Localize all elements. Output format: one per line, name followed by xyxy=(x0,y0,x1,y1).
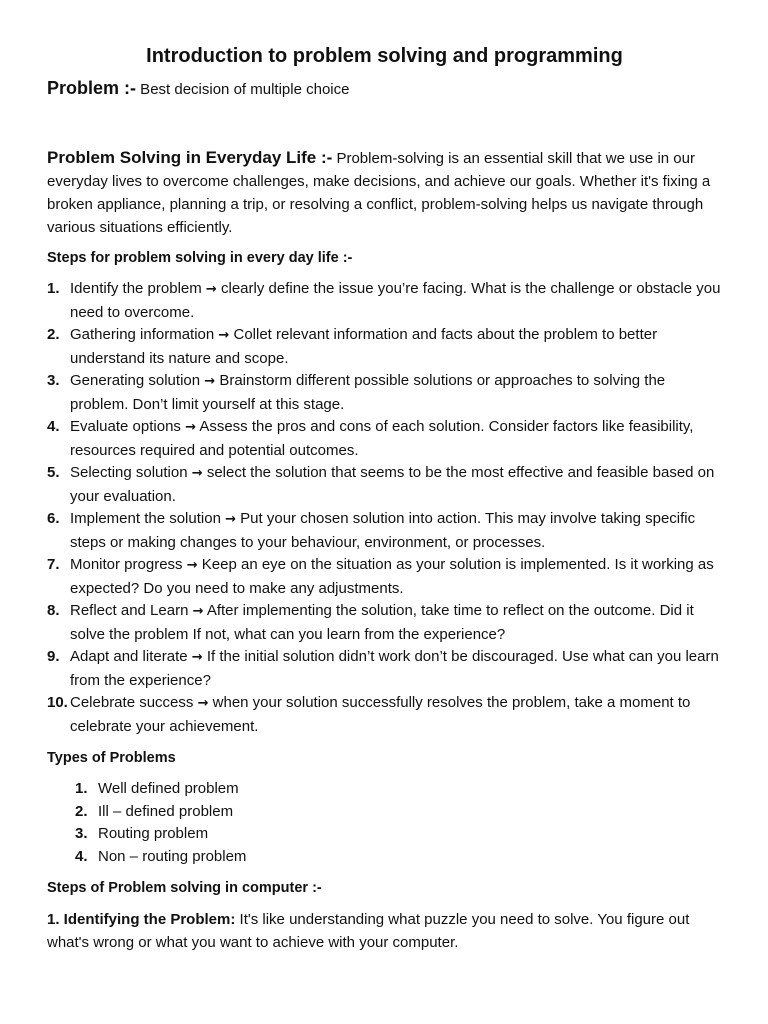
step-text: select the solution that seems to be the most effective and feasible based on your evaluation. xyxy=(70,464,715,505)
step-title: Evaluate options xyxy=(70,418,181,435)
list-item xyxy=(75,846,722,869)
list-number: 2. xyxy=(75,802,88,820)
computer-step-label: 1. Identifying the Problem: xyxy=(47,911,236,928)
list-item xyxy=(47,600,722,646)
arrow-right-icon: → xyxy=(225,512,236,527)
arrow-right-icon: → xyxy=(197,696,209,711)
step-title: Identify the problem xyxy=(70,280,202,297)
computer-steps-heading: Steps of Problem solving in computer :- xyxy=(47,880,322,896)
step-text: when your solution successfully resolves the problem, take a moment to celebrate your achievement. xyxy=(70,694,691,735)
type-text: Non – routing problem xyxy=(98,847,247,865)
step-title: Monitor progress xyxy=(70,556,183,573)
list-number: 1. xyxy=(75,780,88,797)
list-number: 7. xyxy=(47,556,60,573)
problem-text: Best decision of multiple choice xyxy=(136,81,350,98)
step-title: Implement the solution xyxy=(70,510,221,527)
computer-step-paragraph xyxy=(47,908,722,954)
list-item xyxy=(47,554,722,600)
step-text: clearly define the issue you’re facing. What is the challenge or obstacle you need to overcome. xyxy=(70,280,721,321)
step-text: Put your chosen solution into action. This may involve taking specific steps or making changes to your behaviour, environment, or processes. xyxy=(70,510,696,551)
list-item xyxy=(75,778,722,801)
arrow-right-icon: → xyxy=(192,604,204,619)
page-title: Introduction to problem solving and programming xyxy=(146,45,623,67)
arrow-right-icon: → xyxy=(205,282,217,297)
list-number: 1. xyxy=(47,280,60,297)
list-number: 3. xyxy=(75,825,88,842)
list-number: 10. xyxy=(47,694,68,711)
step-title: Generating solution xyxy=(70,372,201,389)
list-item xyxy=(75,801,722,824)
arrow-right-icon: → xyxy=(186,558,198,573)
steps-heading: Steps for problem solving in every day life :- xyxy=(47,250,353,266)
list-item xyxy=(47,370,722,416)
problem-types-list xyxy=(47,778,722,868)
list-item xyxy=(47,692,722,738)
list-item xyxy=(47,508,722,554)
list-item xyxy=(47,278,722,324)
step-title: Adapt and literate xyxy=(70,648,188,665)
step-text: Brainstorm different possible solutions or approaches to solving the problem. Don’t limit yourself at this stage. xyxy=(70,372,666,413)
type-text: Well defined problem xyxy=(98,780,239,797)
list-number: 2. xyxy=(47,326,60,343)
types-heading: Types of Problems xyxy=(47,750,176,766)
problem-definition xyxy=(47,76,722,102)
step-title: Celebrate success xyxy=(70,694,194,711)
list-number: 6. xyxy=(47,510,60,527)
type-text: Ill – defined problem xyxy=(98,802,234,820)
problem-label: Problem :- xyxy=(47,78,137,98)
list-number: 4. xyxy=(47,418,60,435)
arrow-right-icon: → xyxy=(204,374,216,389)
step-title: Selecting solution xyxy=(70,464,188,481)
list-item xyxy=(75,823,722,846)
list-number: 4. xyxy=(75,847,88,865)
step-title: Reflect and Learn xyxy=(70,602,189,619)
everyday-text: Problem-solving is an essential skill that we use in our everyday lives to overcome challenges, make decisions, and achieve our goals. Whether it's fixing a broken appliance, planning a trip, or resolving a conflict, problem-solving helps us navigate through various situations efficiently. xyxy=(47,150,711,236)
arrow-right-icon: → xyxy=(218,328,230,343)
type-text: Routing problem xyxy=(98,825,209,842)
list-number: 8. xyxy=(47,602,60,619)
list-number: 5. xyxy=(47,464,60,481)
list-item xyxy=(47,646,722,692)
arrow-right-icon: → xyxy=(191,466,203,481)
computer-step-text: It's like understanding what puzzle you need to solve. You figure out what's wrong or what you want to achieve with your computer. xyxy=(47,911,690,951)
list-number: 3. xyxy=(47,372,60,389)
step-text: Collet relevant information and facts about the problem to better understand its nature and scope. xyxy=(70,326,658,367)
step-text: Assess the pros and cons of each solution. Consider factors like feasibility, resources required and potential outcomes. xyxy=(70,418,694,459)
list-item xyxy=(47,462,722,508)
list-number: 9. xyxy=(47,648,60,665)
list-item xyxy=(47,324,722,370)
arrow-right-icon: → xyxy=(185,420,196,435)
arrow-right-icon: → xyxy=(191,650,203,665)
everyday-label: Problem Solving in Everyday Life :- xyxy=(47,148,333,167)
step-text: After implementing the solution, take time to reflect on the outcome. Did it solve the problem If not, what can you learn from the experience? xyxy=(70,602,694,643)
step-text: Keep an eye on the situation as your solution is implemented. Is it working as expected? Do you need to make any adjustments. xyxy=(70,556,714,597)
everyday-paragraph xyxy=(47,146,722,239)
everyday-steps-list xyxy=(47,278,722,738)
step-title: Gathering information xyxy=(70,326,215,343)
step-text: If the initial solution didn’t work don’t be discouraged. Use what can you learn from the experience? xyxy=(70,648,719,689)
list-item xyxy=(47,416,722,462)
